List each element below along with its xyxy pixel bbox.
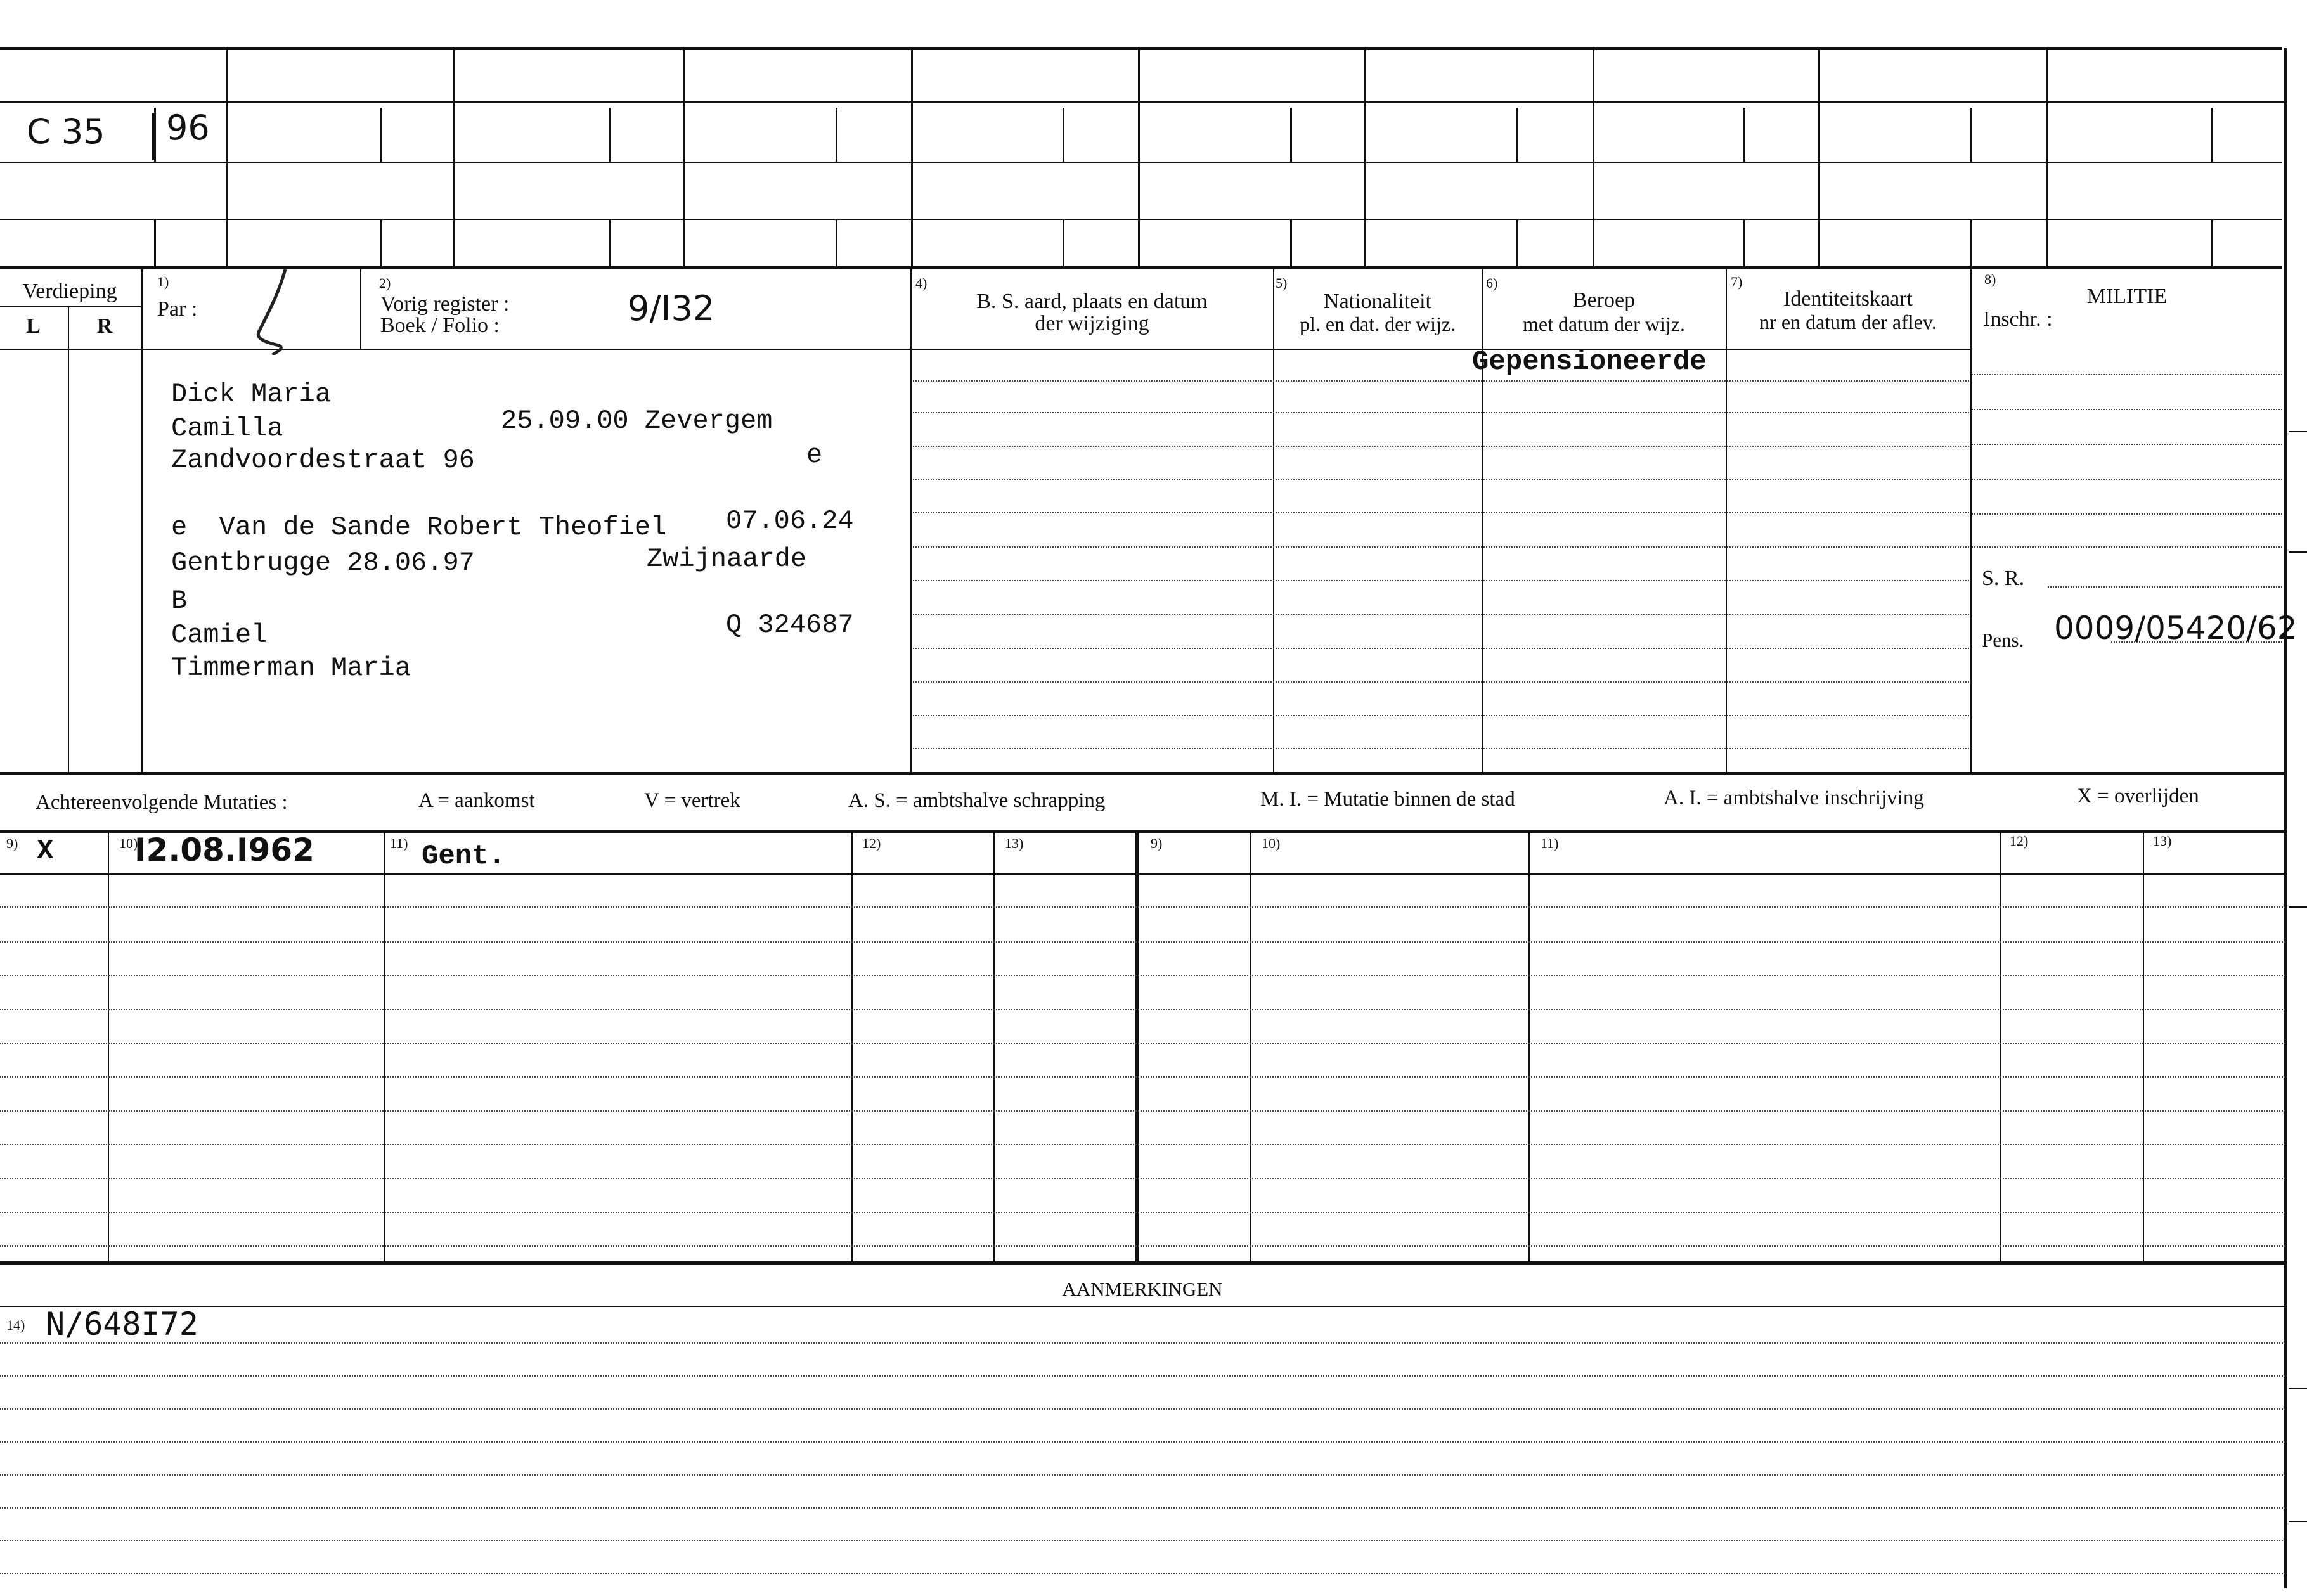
mutation-place: Gent.	[422, 840, 506, 872]
par-scribble	[247, 266, 298, 355]
col6-line1: Beroep	[1572, 288, 1636, 312]
mut-col-10-right: 10)	[1262, 835, 1281, 851]
remarks-number: 14)	[6, 1317, 25, 1333]
col5-line1: Nationaliteit	[1324, 290, 1431, 313]
legend-v: V = vertrek	[644, 789, 740, 812]
col7-number: 7)	[1731, 274, 1743, 290]
vorig-register-value: 9/I32	[628, 288, 715, 328]
mut-col-12-right: 12)	[2010, 833, 2029, 849]
mut-col-11-left: 11)	[390, 835, 408, 851]
mutation-type: X	[37, 835, 54, 867]
inschr-label: Inschr. :	[1983, 307, 2053, 331]
vorig-register-label: Vorig register :	[380, 292, 510, 316]
mut-col-9-left: 9)	[6, 835, 18, 851]
par-label: Par :	[157, 297, 198, 321]
mut-col-11-right: 11)	[1541, 835, 1559, 851]
mut-col-13-left: 13)	[1005, 835, 1024, 851]
boek-folio-label: Boek / Folio :	[380, 314, 500, 337]
verdieping-left: L	[26, 314, 41, 338]
remarks-value: N/648I72	[46, 1306, 198, 1342]
legend-mi: M. I. = Mutatie binnen de stad	[1260, 788, 1515, 811]
verdieping-label: Verdieping	[22, 280, 117, 303]
col1-number: 1)	[157, 274, 169, 290]
person-line-1: Dick Maria	[171, 379, 332, 409]
legend-x: X = overlijden	[2077, 785, 2199, 808]
legend-ai: A. I. = ambtshalve inschrijving	[1664, 787, 1924, 809]
col4-line1: B. S. aard, plaats en datum	[976, 290, 1208, 313]
col6-line2: met datum der wijz.	[1523, 312, 1685, 335]
col7-line2: nr en datum der aflev.	[1759, 311, 1937, 333]
mut-col-12-left: 12)	[862, 835, 881, 851]
person-line-4: e Van de Sande Robert Theofiel	[171, 512, 667, 543]
person-line-7: Camiel	[171, 620, 268, 650]
card-series: C 35	[27, 112, 105, 151]
col4-number: 4)	[915, 275, 927, 291]
legend-a: A = aankomst	[418, 789, 535, 812]
person-line-5: Gentbrugge 28.06.97	[171, 548, 475, 578]
pens-label: Pens.	[1982, 629, 2024, 651]
mut-col-10-left: 10)	[119, 835, 138, 851]
mut-col-13-right: 13)	[2153, 833, 2172, 849]
mut-col-9-right: 9)	[1151, 835, 1163, 851]
person-mark-e: e	[806, 440, 823, 470]
person-line-3: Zandvoordestraat 96	[171, 445, 475, 475]
person-birth: 25.09.00 Zevergem	[501, 406, 773, 436]
sr-label: S. R.	[1982, 567, 2025, 590]
person-line-2: Camilla	[171, 413, 283, 444]
col8-number: 8)	[1984, 271, 1996, 287]
person-id-no: Q 324687	[726, 610, 854, 640]
person-place2: Zwijnaarde	[647, 544, 807, 574]
person-line-8: Timmerman Maria	[171, 653, 411, 683]
col6-number: 6)	[1486, 275, 1498, 291]
militie-title: MILITIE	[2086, 285, 2168, 308]
col7-line1: Identiteitskaart	[1783, 287, 1913, 311]
person-line-6: B	[171, 586, 188, 616]
card-number: 96	[166, 108, 210, 148]
person-date2: 07.06.24	[726, 506, 854, 536]
legend-as: A. S. = ambtshalve schrapping	[848, 789, 1106, 812]
col2-number: 2)	[379, 275, 391, 291]
beroep-value: Gepensioneerde	[1472, 346, 1707, 378]
aanmerkingen-title: AANMERKINGEN	[1062, 1278, 1223, 1300]
mutation-date: I2.08.I962	[134, 832, 314, 868]
col5-line2: pl. en dat. der wijz.	[1299, 312, 1456, 335]
pens-value: 0009/05420/62	[2054, 610, 2297, 647]
verdieping-right: R	[96, 314, 113, 338]
col4-line2: der wijziging	[1035, 312, 1149, 335]
col5-number: 5)	[1276, 275, 1288, 291]
mutaties-title: Achtereenvolgende Mutaties :	[36, 791, 288, 814]
